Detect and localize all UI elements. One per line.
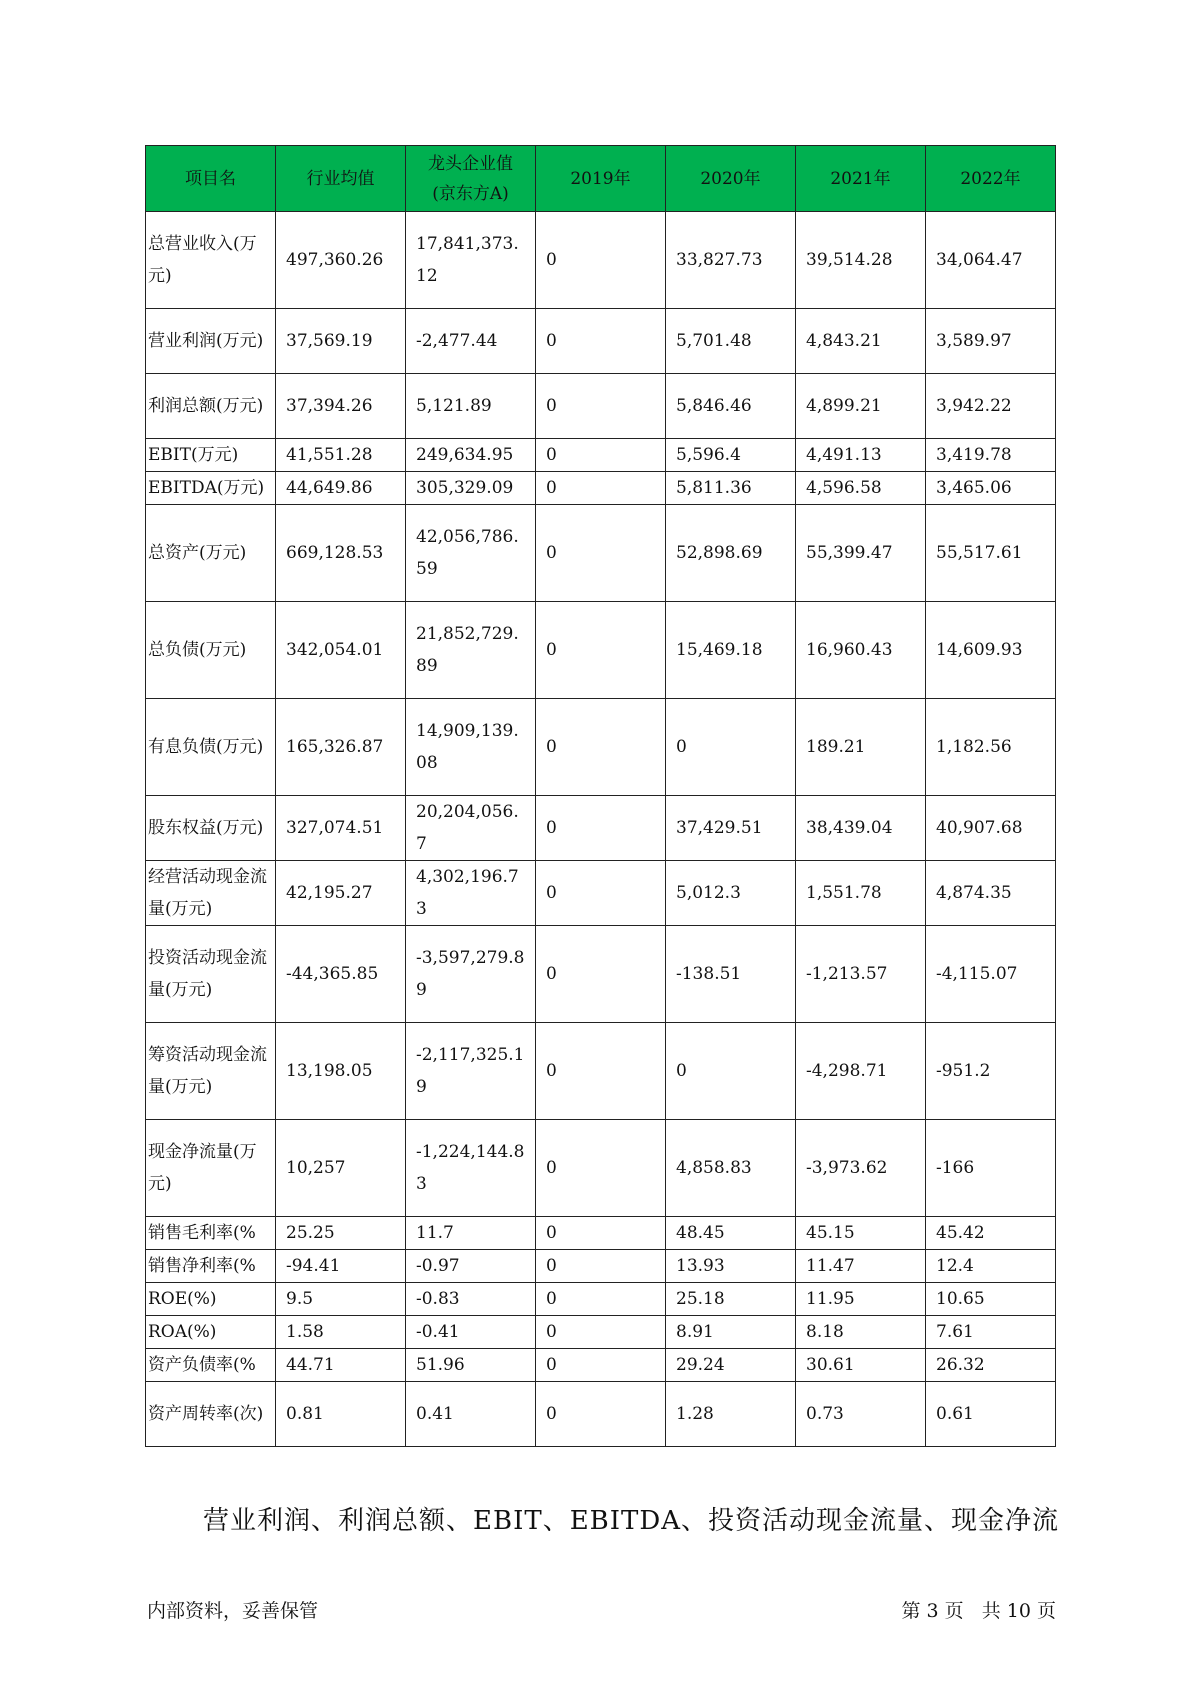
body-paragraph: 营业利润、利润总额、EBIT、EBITDA、投资活动现金流量、现金净流	[203, 1506, 1060, 1536]
value-cell: 4,858.83	[666, 1120, 796, 1217]
value-cell: -3,973.62	[796, 1120, 926, 1217]
value-cell: 4,596.58	[796, 472, 926, 505]
value-cell: 0	[536, 796, 666, 861]
value-cell: 3,589.97	[926, 309, 1056, 374]
value-cell: 44.71	[276, 1349, 406, 1382]
value-cell: -1,213.57	[796, 926, 926, 1023]
value-cell: 13.93	[666, 1250, 796, 1283]
value-cell: 14,909,139.08	[406, 699, 536, 796]
value-cell: -0.41	[406, 1316, 536, 1349]
row-label-cell: 资产负债率(%	[146, 1349, 276, 1382]
footer-confidential-note: 内部资料，妥善保管	[147, 1600, 319, 1622]
value-cell: 497,360.26	[276, 212, 406, 309]
value-cell: 39,514.28	[796, 212, 926, 309]
value-cell: 52,898.69	[666, 505, 796, 602]
value-cell: 5,846.46	[666, 374, 796, 439]
value-cell: -0.97	[406, 1250, 536, 1283]
header-2019: 2019年	[536, 146, 666, 212]
row-label-cell: 总营业收入(万元)	[146, 212, 276, 309]
table-row	[146, 796, 1056, 861]
value-cell: 34,064.47	[926, 212, 1056, 309]
row-label-cell: ROA(%)	[146, 1316, 276, 1349]
value-cell: 10.65	[926, 1283, 1056, 1316]
value-cell: 342,054.01	[276, 602, 406, 699]
value-cell: 1.58	[276, 1316, 406, 1349]
value-cell: 0	[536, 1023, 666, 1120]
value-cell: 11.95	[796, 1283, 926, 1316]
row-label-cell: 资产周转率(次)	[146, 1382, 276, 1447]
value-cell: -4,115.07	[926, 926, 1056, 1023]
value-cell: 33,827.73	[666, 212, 796, 309]
value-cell: -0.83	[406, 1283, 536, 1316]
value-cell: 42,056,786.59	[406, 505, 536, 602]
table-row	[146, 1023, 1056, 1120]
row-label-cell: 有息负债(万元)	[146, 699, 276, 796]
value-cell: 3,419.78	[926, 439, 1056, 472]
table-header-row	[146, 146, 1056, 212]
table-row	[146, 926, 1056, 1023]
table-body	[146, 212, 1056, 1447]
value-cell: 29.24	[666, 1349, 796, 1382]
value-cell: 41,551.28	[276, 439, 406, 472]
header-2022: 2022年	[926, 146, 1056, 212]
table-row	[146, 309, 1056, 374]
value-cell: 0	[536, 505, 666, 602]
value-cell: 0.73	[796, 1382, 926, 1447]
value-cell: -3,597,279.89	[406, 926, 536, 1023]
table-row	[146, 1316, 1056, 1349]
value-cell: 5,012.3	[666, 861, 796, 926]
value-cell: -4,298.71	[796, 1023, 926, 1120]
table-row	[146, 1120, 1056, 1217]
value-cell: 0	[536, 1120, 666, 1217]
value-cell: 0	[536, 309, 666, 374]
value-cell: 37,394.26	[276, 374, 406, 439]
table-row	[146, 505, 1056, 602]
value-cell: 16,960.43	[796, 602, 926, 699]
value-cell: 40,907.68	[926, 796, 1056, 861]
value-cell: 55,517.61	[926, 505, 1056, 602]
value-cell: 0	[666, 699, 796, 796]
value-cell: 4,843.21	[796, 309, 926, 374]
table-row	[146, 1382, 1056, 1447]
value-cell: -2,477.44	[406, 309, 536, 374]
value-cell: 8.91	[666, 1316, 796, 1349]
value-cell: 25.18	[666, 1283, 796, 1316]
value-cell: 30.61	[796, 1349, 926, 1382]
value-cell: 55,399.47	[796, 505, 926, 602]
value-cell: 4,899.21	[796, 374, 926, 439]
value-cell: 42,195.27	[276, 861, 406, 926]
row-label-cell: 经营活动现金流量(万元)	[146, 861, 276, 926]
row-label-cell: EBIT(万元)	[146, 439, 276, 472]
value-cell: 5,596.4	[666, 439, 796, 472]
header-leader-value: 龙头企业值 (京东方A)	[406, 146, 536, 212]
value-cell: 165,326.87	[276, 699, 406, 796]
value-cell: 9.5	[276, 1283, 406, 1316]
value-cell: 45.42	[926, 1217, 1056, 1250]
value-cell: 11.47	[796, 1250, 926, 1283]
value-cell: 12.4	[926, 1250, 1056, 1283]
value-cell: 25.25	[276, 1217, 406, 1250]
value-cell: 0	[536, 926, 666, 1023]
value-cell: 3,942.22	[926, 374, 1056, 439]
value-cell: 44,649.86	[276, 472, 406, 505]
value-cell: -2,117,325.19	[406, 1023, 536, 1120]
value-cell: 669,128.53	[276, 505, 406, 602]
table-row	[146, 1349, 1056, 1382]
value-cell: 305,329.09	[406, 472, 536, 505]
footer-page-number: 第 3 页 共 10 页	[901, 1600, 1056, 1622]
value-cell: 1.28	[666, 1382, 796, 1447]
value-cell: 0	[536, 1382, 666, 1447]
value-cell: 3,465.06	[926, 472, 1056, 505]
value-cell: 327,074.51	[276, 796, 406, 861]
value-cell: -166	[926, 1120, 1056, 1217]
value-cell: 4,302,196.73	[406, 861, 536, 926]
value-cell: 0	[536, 699, 666, 796]
value-cell: 0.61	[926, 1382, 1056, 1447]
value-cell: 0	[536, 1217, 666, 1250]
table-row	[146, 1217, 1056, 1250]
value-cell: 13,198.05	[276, 1023, 406, 1120]
financial-table	[145, 145, 1056, 1447]
row-label-cell: EBITDA(万元)	[146, 472, 276, 505]
value-cell: 0	[536, 1349, 666, 1382]
row-label-cell: 现金净流量(万元)	[146, 1120, 276, 1217]
value-cell: -138.51	[666, 926, 796, 1023]
value-cell: 21,852,729.89	[406, 602, 536, 699]
row-label-cell: ROE(%)	[146, 1283, 276, 1316]
table-row	[146, 699, 1056, 796]
value-cell: 0.41	[406, 1382, 536, 1447]
value-cell: 0.81	[276, 1382, 406, 1447]
value-cell: 10,257	[276, 1120, 406, 1217]
value-cell: 11.7	[406, 1217, 536, 1250]
value-cell: 26.32	[926, 1349, 1056, 1382]
row-label-cell: 销售毛利率(%	[146, 1217, 276, 1250]
table-row	[146, 1250, 1056, 1283]
value-cell: -951.2	[926, 1023, 1056, 1120]
header-2021: 2021年	[796, 146, 926, 212]
value-cell: 4,874.35	[926, 861, 1056, 926]
value-cell: 51.96	[406, 1349, 536, 1382]
value-cell: 14,609.93	[926, 602, 1056, 699]
value-cell: 5,811.36	[666, 472, 796, 505]
value-cell: 189.21	[796, 699, 926, 796]
value-cell: 0	[536, 602, 666, 699]
row-label-cell: 总资产(万元)	[146, 505, 276, 602]
row-label-cell: 投资活动现金流量(万元)	[146, 926, 276, 1023]
row-label-cell: 总负债(万元)	[146, 602, 276, 699]
value-cell: 0	[666, 1023, 796, 1120]
value-cell: 37,569.19	[276, 309, 406, 374]
value-cell: 48.45	[666, 1217, 796, 1250]
value-cell: 0	[536, 1316, 666, 1349]
row-label-cell: 销售净利率(%	[146, 1250, 276, 1283]
value-cell: 20,204,056.7	[406, 796, 536, 861]
value-cell: 0	[536, 212, 666, 309]
table-row	[146, 861, 1056, 926]
value-cell: -1,224,144.83	[406, 1120, 536, 1217]
table-row	[146, 472, 1056, 505]
value-cell: 5,701.48	[666, 309, 796, 374]
table-row	[146, 212, 1056, 309]
header-industry-avg: 行业均值	[276, 146, 406, 212]
value-cell: -44,365.85	[276, 926, 406, 1023]
value-cell: 0	[536, 1250, 666, 1283]
table-row	[146, 374, 1056, 439]
value-cell: 37,429.51	[666, 796, 796, 861]
table-row	[146, 1283, 1056, 1316]
value-cell: 17,841,373.12	[406, 212, 536, 309]
table-row	[146, 439, 1056, 472]
value-cell: 15,469.18	[666, 602, 796, 699]
value-cell: -94.41	[276, 1250, 406, 1283]
table-row	[146, 602, 1056, 699]
value-cell: 1,551.78	[796, 861, 926, 926]
value-cell: 8.18	[796, 1316, 926, 1349]
header-2020: 2020年	[666, 146, 796, 212]
row-label-cell: 股东权益(万元)	[146, 796, 276, 861]
value-cell: 0	[536, 439, 666, 472]
value-cell: 0	[536, 861, 666, 926]
value-cell: 38,439.04	[796, 796, 926, 861]
value-cell: 249,634.95	[406, 439, 536, 472]
value-cell: 4,491.13	[796, 439, 926, 472]
value-cell: 1,182.56	[926, 699, 1056, 796]
value-cell: 0	[536, 1283, 666, 1316]
value-cell: 0	[536, 374, 666, 439]
value-cell: 5,121.89	[406, 374, 536, 439]
row-label-cell: 筹资活动现金流量(万元)	[146, 1023, 276, 1120]
value-cell: 45.15	[796, 1217, 926, 1250]
value-cell: 7.61	[926, 1316, 1056, 1349]
value-cell: 0	[536, 472, 666, 505]
row-label-cell: 利润总额(万元)	[146, 374, 276, 439]
header-item-name: 项目名	[146, 146, 276, 212]
row-label-cell: 营业利润(万元)	[146, 309, 276, 374]
